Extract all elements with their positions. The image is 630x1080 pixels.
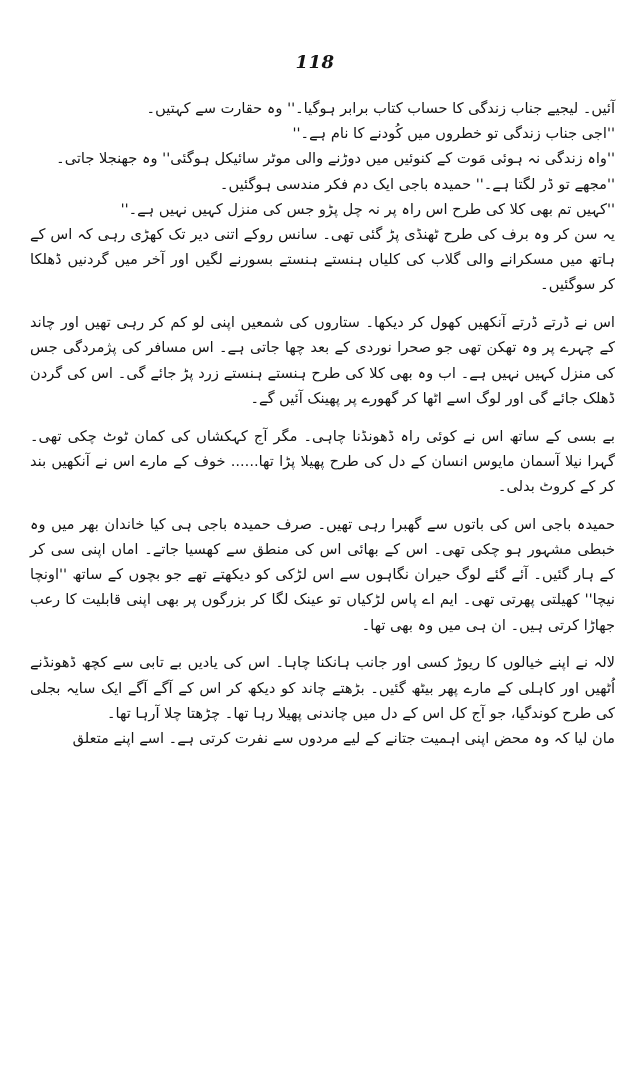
paragraph-stars: اس نے ڈرتے ڈرتے آنکھیں کھول کر دیکھا۔ ستاروں کی شمعیں اپنی لو کم کر رہی تھیں اور چاند کے چہرے پر وہ تھکن تھی جو صحرا نوردی کے بعد چھا جاتی ہے۔ اس مسافر کی پژمردگی جس کی منزل کہیں نہیں ہے۔ اب وہ بھی کلا کی طرح ہنستے ہنستے زرد پڑ جائے گی۔ اس کی گردن ڈھلک جائے گی اور لوگ اسے اٹھا کر گھورے پر پھینک آئیں گے۔	[30, 314, 615, 407]
paragraph-dialogue: آئیں۔ لیجیے جناب زندگی کا حساب کتاب برابر ہوگیا۔'' وہ حقارت سے کہتیں۔ ''اجی جناب زندگی تو خطروں میں کُودنے کا نام ہے۔'' ''واہ زندگی نہ ہوئی مَوت کے کنوئیں میں دوڑنے والی موٹر سائیکل ہوگئی'' وہ جھنجلا جاتی۔ ''مجھے تو ڈر لگتا ہے۔'' حمیدہ باجی ایک دم فکر مندسی ہوگئیں۔ ''کہیں تم بھی کلا کی طرح اس راہ پر نہ چل پڑو جس کی منزل کہیں نہیں ہے۔''	[56, 100, 615, 218]
paragraph-lala: لالہ نے اپنے خیالوں کا ریوڑ کسی اور جانب ہانکنا چاہا۔ اس کی یادیں بے تابی سے کچھ ڈھونڈنے اُٹھیں اور کاہلی کے مارے پھر بیٹھ گئیں۔ بڑھتے چاند کو دیکھ کر اس کے آگے آگے ایک سایہ بجلی کی طرح کوندگیا، جو آج کل اس کے دل میں چاندنی پھیلا رہا تھا۔ چڑھتا چلا آرہا تھا۔ مان لیا کہ وہ محض اپنی اہمیت جتانے کے لیے مردوں سے نفرت کرتی ہے۔ اسے اپنے متعلق	[30, 654, 615, 748]
paragraph-gap	[30, 499, 615, 512]
paragraph-helplessness: بے بسی کے ساتھ اس نے کوئی راہ ڈھونڈنا چاہی۔ مگر آج کہکشاں کی کمان ٹوٹ چکی تھی۔ گہرا نیلا آسمان مایوس انسان کے دل کی طرح پھیلا پڑا تھا...... خوف کے مارے اس نے آنکھیں بند کر کے کروٹ بدلی۔	[30, 427, 615, 496]
paragraph-gap	[30, 638, 615, 651]
paragraph-hamida-baji: حمیدہ باجی اس کی باتوں سے گھبرا رہی تھیں۔ صرف حمیدہ باجی ہی کیا خاندان بھر میں وہ خبطی مشہور ہو چکی تھی۔ اس کے بھائی اس کی منطق سے کھسیا جاتے۔ اماں اپنی سی کر کے ہار گئیں۔ آئے گئے لوگ حیران نگاہوں سے اس لڑکی کو دیکھتے تھے جو بچوں کے ساتھ ''اونچا نیچا'' کھیلتی پھرتی تھی۔ ایم اے پاس لڑکیاں تو عینک لگا کر بزرگوں پر بھی اپنی قابلیت کا رعب جھاڑا کرتی ہیں۔ ان ہی میں وہ بھی تھا۔	[30, 515, 615, 634]
paragraph-frozen: یہ سن کر وہ برف کی طرح ٹھنڈی پڑ گئی تھی۔ سانس روکے اتنی دیر تک کھڑی رہی کہ اس کے ہاتھ میں مسکرانے والی گلاب کی کلیاں ہنستے ہنستے بسورنے لگیں اور آخر میں گردنیں ڈھلکا کر سوگئیں۔	[30, 226, 615, 294]
page-text	[30, 96, 615, 751]
paragraph-gap	[30, 298, 615, 311]
page-number: 118	[295, 52, 335, 73]
paragraph-gap	[30, 411, 615, 424]
